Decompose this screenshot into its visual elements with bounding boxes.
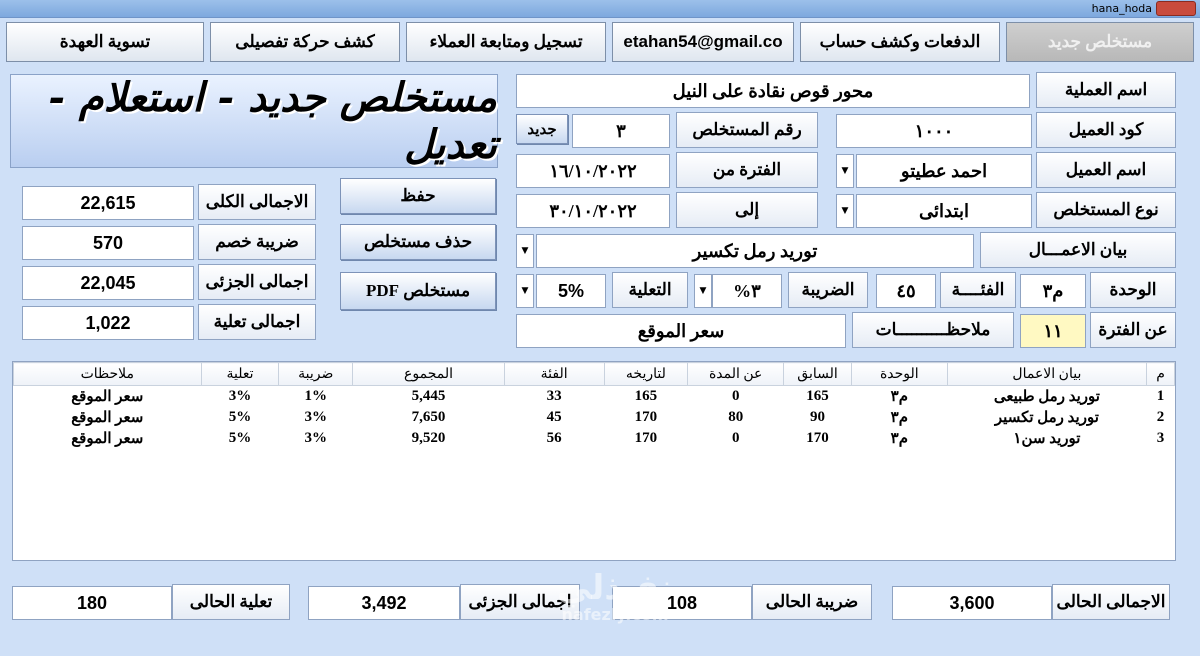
extract-type-label: نوع المستخلص bbox=[1036, 192, 1176, 228]
table-row[interactable] bbox=[14, 428, 1175, 449]
cell: 170 bbox=[806, 430, 829, 446]
window-titlebar bbox=[0, 0, 1200, 18]
col-header[interactable]: المجموع bbox=[353, 363, 505, 386]
client-name-field[interactable]: احمد عطيتو bbox=[856, 154, 1032, 188]
work-desc-field[interactable]: توريد رمل تكسير bbox=[536, 234, 974, 268]
extract-no-field[interactable]: ٣ bbox=[572, 114, 670, 148]
current-partial-value: 3,492 bbox=[308, 586, 460, 620]
period-to-field[interactable]: ٣٠/١٠/٢٠٢٢ bbox=[516, 194, 670, 228]
current-tax-label: ضريبة الحالى bbox=[752, 584, 872, 620]
col-header[interactable]: م bbox=[1147, 363, 1175, 386]
cell: 80 bbox=[728, 409, 744, 425]
notes-label: ملاحظــــــــــات bbox=[852, 312, 1014, 348]
nav-new-extract[interactable]: مستخلص جديد bbox=[1006, 22, 1194, 62]
cell: 3% bbox=[304, 409, 328, 425]
notes-field[interactable]: سعر الموقع bbox=[516, 314, 846, 348]
cell: توريد رمل تكسير bbox=[994, 410, 1099, 426]
nav-payments[interactable]: الدفعات وكشف حساب bbox=[800, 22, 1000, 62]
nav-movement[interactable]: كشف حركة تفصيلى bbox=[210, 22, 400, 62]
cover-field[interactable]: 5% bbox=[536, 274, 606, 308]
cell: 0 bbox=[731, 388, 740, 404]
unit-label: الوحدة bbox=[1090, 272, 1176, 308]
cell: 3% bbox=[228, 388, 252, 404]
current-cover-value: 180 bbox=[12, 586, 172, 620]
grand-total-label: الاجمالى الكلى bbox=[198, 184, 316, 220]
watermark-en: nafezly.com bbox=[561, 605, 669, 624]
col-header[interactable]: عن المدة bbox=[688, 363, 784, 386]
period-label: عن الفترة bbox=[1090, 312, 1176, 348]
cover-total-label: اجمالى تعلية bbox=[198, 304, 316, 340]
nav-email[interactable]: etahan54@gmail.co bbox=[612, 22, 794, 62]
cell: 45 bbox=[546, 409, 562, 425]
client-code-label: كود العميل bbox=[1036, 112, 1176, 148]
extract-type-field[interactable]: ابتدائى bbox=[856, 194, 1032, 228]
close-button[interactable] bbox=[1156, 1, 1196, 16]
save-button[interactable]: حفظ bbox=[340, 178, 496, 214]
extract-no-label: رقم المستخلص bbox=[676, 112, 818, 148]
partial-total-value: 22,045 bbox=[22, 266, 194, 300]
table-row[interactable] bbox=[14, 407, 1175, 428]
col-header[interactable]: تعلية bbox=[201, 363, 279, 386]
cell: سعر الموقع bbox=[71, 389, 144, 405]
cell: 90 bbox=[810, 409, 825, 425]
period-to-label: إلى bbox=[676, 192, 818, 228]
cell: 7,650 bbox=[411, 409, 446, 425]
cell: 165 bbox=[634, 388, 658, 404]
cell: 9,520 bbox=[411, 430, 446, 446]
category-label: الفئــــة bbox=[940, 272, 1016, 308]
partial-total-label: اجمالى الجزئى bbox=[198, 264, 316, 300]
delete-extract-button[interactable]: حذف مستخلص bbox=[340, 224, 496, 260]
current-partial-label: اجمالى الجزئى bbox=[460, 584, 580, 620]
client-name-label: اسم العميل bbox=[1036, 152, 1176, 188]
period-from-label: الفترة من bbox=[676, 152, 818, 188]
grand-total-value: 22,615 bbox=[22, 186, 194, 220]
cell: 5% bbox=[228, 430, 252, 446]
col-header[interactable]: الفئة bbox=[504, 363, 604, 386]
current-total-label: الاجمالى الحالى bbox=[1052, 584, 1170, 620]
deduct-tax-value: 570 bbox=[22, 226, 194, 260]
cell: 1% bbox=[304, 388, 328, 404]
cell: م٣ bbox=[890, 410, 909, 426]
nav-custody[interactable]: تسوية العهدة bbox=[6, 22, 204, 62]
client-name-dropdown[interactable]: ▼ bbox=[836, 154, 854, 188]
work-desc-dropdown[interactable]: ▼ bbox=[516, 234, 534, 268]
period-from-field[interactable]: ١٦/١٠/٢٠٢٢ bbox=[516, 154, 670, 188]
col-header[interactable]: بيان الاعمال bbox=[947, 363, 1146, 386]
current-total-value: 3,600 bbox=[892, 586, 1052, 620]
cell: توريد رمل طبيعى bbox=[993, 389, 1100, 405]
col-header[interactable]: ضريبة bbox=[279, 363, 353, 386]
operation-name-label: اسم العملية bbox=[1036, 72, 1176, 108]
cell: 3 bbox=[1156, 430, 1165, 446]
unit-field[interactable]: م٣ bbox=[1020, 274, 1086, 308]
operation-name-field[interactable]: محور قوص نقادة على النيل bbox=[516, 74, 1030, 108]
cell: 56 bbox=[546, 430, 562, 446]
work-desc-label: بيان الاعمـــال bbox=[980, 232, 1176, 268]
tax-dropdown[interactable]: ▼ bbox=[694, 274, 712, 308]
col-header[interactable]: لتاريخه bbox=[604, 363, 688, 386]
cell: 3% bbox=[304, 430, 328, 446]
cell: 165 bbox=[806, 388, 829, 404]
cell: م٣ bbox=[890, 389, 909, 405]
page-title: مستخلص جديد - استعلام - تعديل bbox=[10, 74, 498, 168]
cover-dropdown[interactable]: ▼ bbox=[516, 274, 534, 308]
cell: 33 bbox=[546, 388, 562, 404]
cover-label: التعلية bbox=[612, 272, 688, 308]
cell: 1 bbox=[1156, 388, 1165, 404]
cell: 0 bbox=[731, 430, 740, 446]
category-field[interactable]: ٤٥ bbox=[876, 274, 936, 308]
current-tax-value: 108 bbox=[612, 586, 752, 620]
cell: 2 bbox=[1156, 409, 1165, 425]
period-field[interactable]: ١١ bbox=[1020, 314, 1086, 348]
cell: 5% bbox=[228, 409, 252, 425]
cell: 170 bbox=[634, 409, 658, 425]
new-extract-button[interactable]: جديد bbox=[516, 114, 568, 144]
col-header[interactable]: ملاحظات bbox=[14, 363, 202, 386]
extract-type-dropdown[interactable]: ▼ bbox=[836, 194, 854, 228]
current-cover-label: تعلية الحالى bbox=[172, 584, 290, 620]
deduct-tax-label: ضريبة خصم bbox=[198, 224, 316, 260]
watermark-logo bbox=[520, 570, 710, 640]
cell: سعر الموقع bbox=[71, 431, 144, 447]
cell: م٣ bbox=[890, 431, 909, 447]
cell: 5,445 bbox=[411, 388, 446, 404]
tax-label: الضريبة bbox=[788, 272, 868, 308]
cell: توريد سن١ bbox=[1013, 431, 1081, 447]
watermark-ar: نفـذلي bbox=[557, 568, 673, 608]
col-header[interactable]: الوحدة bbox=[851, 363, 947, 386]
client-code-field[interactable]: ١٠٠٠ bbox=[836, 114, 1032, 148]
cell: سعر الموقع bbox=[71, 410, 144, 426]
nav-clients[interactable]: تسجيل ومتابعة العملاء bbox=[406, 22, 606, 62]
tax-field[interactable]: ٣% bbox=[712, 274, 782, 308]
items-table[interactable] bbox=[12, 361, 1176, 561]
pdf-extract-button[interactable]: مستخلص PDF bbox=[340, 272, 496, 310]
cover-total-value: 1,022 bbox=[22, 306, 194, 340]
table-row[interactable] bbox=[14, 386, 1175, 408]
cell: 170 bbox=[634, 430, 658, 446]
table-header bbox=[14, 363, 1175, 386]
col-header[interactable]: السابق bbox=[784, 363, 852, 386]
window-user: hana_hoda bbox=[1091, 2, 1152, 15]
